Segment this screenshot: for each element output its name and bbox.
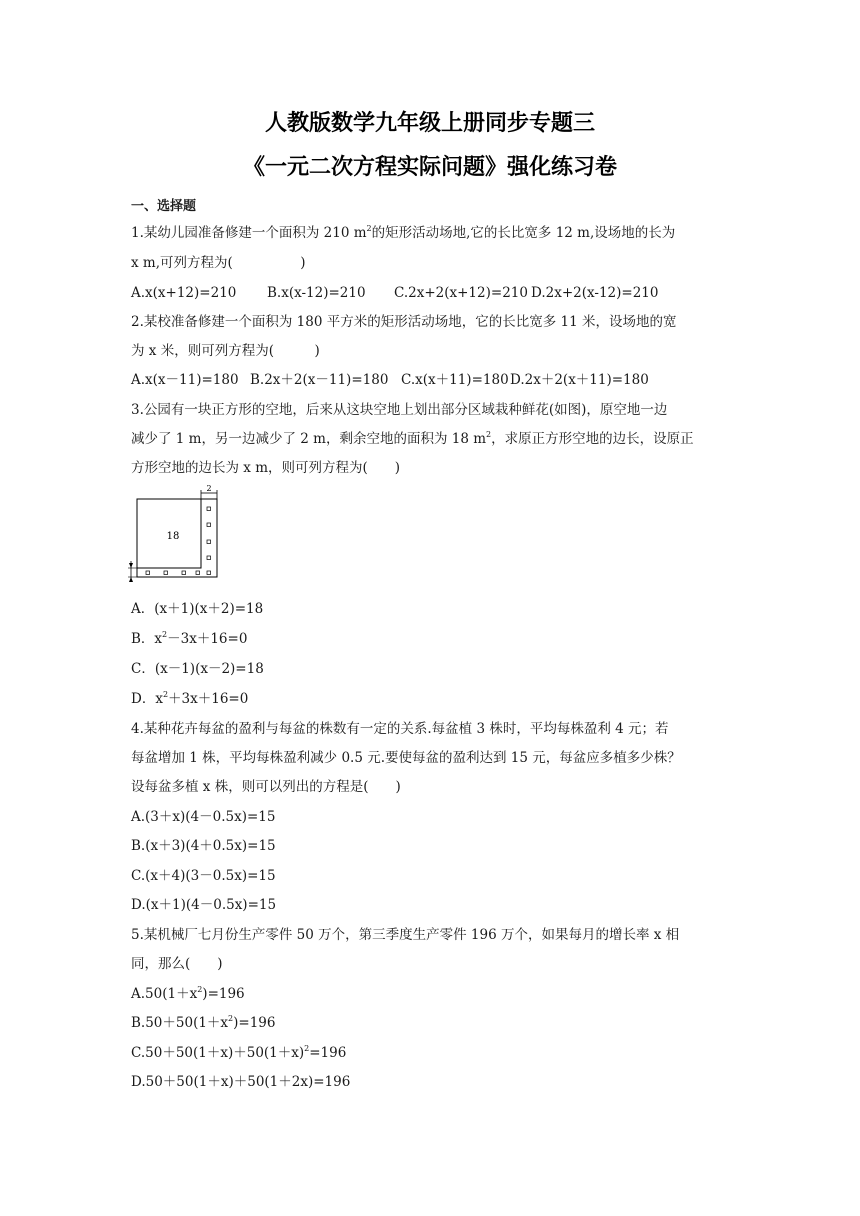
figure-top-label: 2 — [206, 484, 212, 493]
option-a: A.x(x+12)=210 — [131, 285, 237, 301]
option-a: A.x(x－11)=180 — [131, 372, 239, 388]
question-3-line-2: 减少了 1 m，另一边减少了 2 m，剩余空地的面积为 18 $m^2$，求原正方形空地的边长，设原正 — [131, 430, 694, 447]
question-3-option-a: A．(x＋1)(x＋2)=18 — [131, 601, 264, 617]
option-b: B.2x＋2(x－11)=180 — [250, 372, 389, 388]
question-4-option-c: C.(x＋4)(3－0.5x)=15 — [131, 868, 276, 884]
question-5-line-1: 5.某机械厂七月份生产零件 50 万个，第三季度生产零件 196 万个，如果每月的增长率 x 相 — [131, 927, 680, 943]
page-title: 人教版数学九年级上册同步专题三 — [264, 111, 595, 136]
question-3-line-1: 3.公园有一块正方形的空地，后来从这块空地上划出部分区域栽种鲜花(如图)，原空地一边 — [131, 402, 668, 418]
question-4-option-b: B.(x＋3)(4＋0.5x)=15 — [131, 838, 276, 854]
question-2-options — [131, 370, 731, 390]
question-5-option-b: $B.50+50(1+x^2)=196$ — [131, 1014, 276, 1031]
question-5-option-a: $A.50(1+x^2)=196$ — [131, 985, 245, 1002]
question-1-line-1: 1.某幼儿园准备修建一个面积为 210 $m^2$的矩形活动场地,它的长比宽多 12 m,设场地的长为 — [131, 224, 676, 241]
question-3-option-b: B．$x^2-3x+16=0$ — [131, 630, 248, 647]
question-2-line-2: 为 x 米，则可列方程为( ) — [131, 343, 320, 359]
option-c: C.x(x＋11)=180 — [401, 372, 509, 388]
figure-inner-label: 18 — [166, 531, 180, 542]
question-3-option-c: C．(x－1)(x－2)=18 — [131, 661, 264, 677]
option-b: B.x(x-12)=210 — [267, 285, 366, 301]
question-4-option-d: D.(x＋1)(4－0.5x)=15 — [131, 897, 277, 913]
option-d: D.2x＋2(x＋11)=180 — [510, 372, 649, 388]
question-4-line-2: 每盆增加 1 株，平均每株盈利减少 0.5 元.要使每盆的盈利达到 15 元，每盆应多植多少株？ — [131, 750, 681, 766]
section-heading: 一、选择题 — [131, 199, 197, 214]
page-subtitle: 《一元二次方程实际问题》强化练习卷 — [242, 155, 617, 180]
square-garden-figure — [127, 483, 232, 583]
question-4-line-1: 4.某种花卉每盆的盈利与每盆的株数有一定的关系.每盆植 3 株时，平均每株盈利 4 元；若 — [131, 721, 669, 737]
question-1-options — [131, 283, 731, 303]
question-4-option-a: A.(3＋x)(4－0.5x)=15 — [131, 809, 276, 825]
question-5-line-2: 同，那么( ) — [131, 956, 223, 972]
question-3-line-3: 方形空地的边长为 x m，则可列方程为( ) — [131, 460, 401, 476]
question-5-option-d: D.50＋50(1＋x)＋50(1＋2x)=196 — [131, 1074, 351, 1090]
question-4-line-3: 设每盆多植 x 株，则可以列出的方程是( ) — [131, 779, 401, 795]
question-2-line-1: 2.某校准备修建一个面积为 180 平方米的矩形活动场地，它的长比宽多 11 米，设场地的宽 — [131, 314, 677, 330]
option-d: D.2x+2(x-12)=210 — [531, 285, 659, 301]
option-c: C.2x+2(x+12)=210 — [394, 285, 528, 301]
question-5-option-c: $C.50+50(1+x)+50(1+x)^2=196$ — [131, 1044, 347, 1061]
question-1-line-2: x m,可列方程为( ) — [131, 255, 306, 271]
question-3-option-d: D．$x^2+3x+16=0$ — [131, 690, 249, 707]
